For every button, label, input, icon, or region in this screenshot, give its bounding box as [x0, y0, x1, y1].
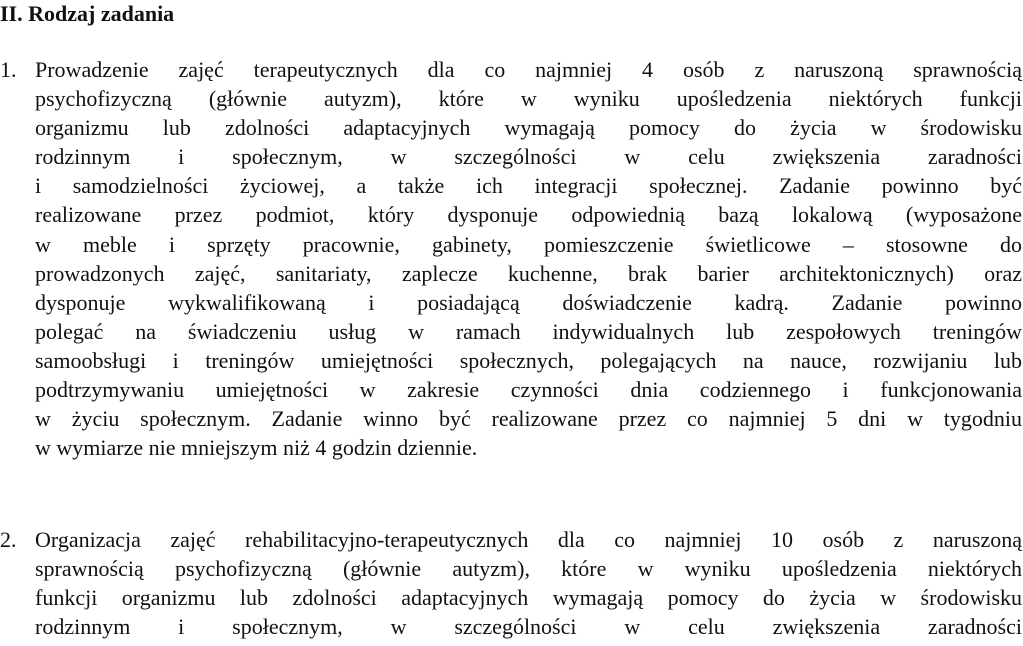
paragraph-line: prowadzonych zajęć, sanitariaty, zaplecze kuchenne, brak barier architektonicznych) oraz [35, 260, 1022, 286]
item-2-number: 2. [0, 527, 17, 552]
paragraph-line: samoobsługi i treningów umiejętności społecznych, polegających na nauce, rozwijaniu lub [35, 347, 1022, 373]
paragraph-line: w życiu społecznym. Zadanie winno być realizowane przez co najmniej 5 dni w tygodniu [35, 406, 1022, 432]
item-2-paragraph [35, 525, 1022, 641]
paragraph-line: rodzinnym i społecznym, w szczególności w celu zwiększenia zaradności [35, 144, 1022, 170]
paragraph-line: dysponuje wykwalifikowaną i posiadającą doświadczenie kadrą. Zadanie powinno [35, 289, 1022, 315]
paragraph-line: w meble i sprzęty pracownie, gabinety, pomieszczenie świetlicowe – stosowne do [35, 231, 1022, 257]
section-heading: II. Rodzaj zadania [0, 1, 175, 26]
paragraph-line: rodzinnym i społecznym, w szczególności w celu zwiększenia zaradności [35, 614, 1022, 640]
paragraph-line: podtrzymywaniu umiejętności w zakresie czynności dnia codziennego i funkcjonowania [35, 377, 1022, 403]
paragraph-line: Organizacja zajęć rehabilitacyjno-terapeutycznych dla co najmniej 10 osób z naruszoną [35, 527, 1022, 552]
paragraph-line: i samodzielności życiowej, a także ich integracji społecznej. Zadanie powinno być [35, 173, 1022, 199]
item-1-number: 1. [0, 57, 17, 82]
paragraph-line: w wymiarze nie mniejszym niż 4 godzin dziennie. [35, 435, 478, 461]
paragraph-line: organizmu lub zdolności adaptacyjnych wymagają pomocy do życia w środowisku [35, 115, 1022, 141]
item-1-paragraph [35, 55, 1022, 462]
paragraph-line: sprawnością psychofizyczną (głównie autyzm), które w wyniku upośledzenia niektórych [35, 556, 1022, 582]
paragraph-line: polegać na świadczeniu usług w ramach indywidualnych lub zespołowych treningów [35, 318, 1022, 344]
paragraph-line: realizowane przez podmiot, który dysponuje odpowiednią bazą lokalową (wyposażone [35, 202, 1022, 228]
paragraph-line: Prowadzenie zajęć terapeutycznych dla co najmniej 4 osób z naruszoną sprawnością [35, 57, 1022, 82]
paragraph-line: funkcji organizmu lub zdolności adaptacyjnych wymagają pomocy do życia w środowisku [35, 585, 1022, 611]
paragraph-line: psychofizyczną (głównie autyzm), które w wyniku upośledzenia niektórych funkcji [35, 86, 1022, 112]
